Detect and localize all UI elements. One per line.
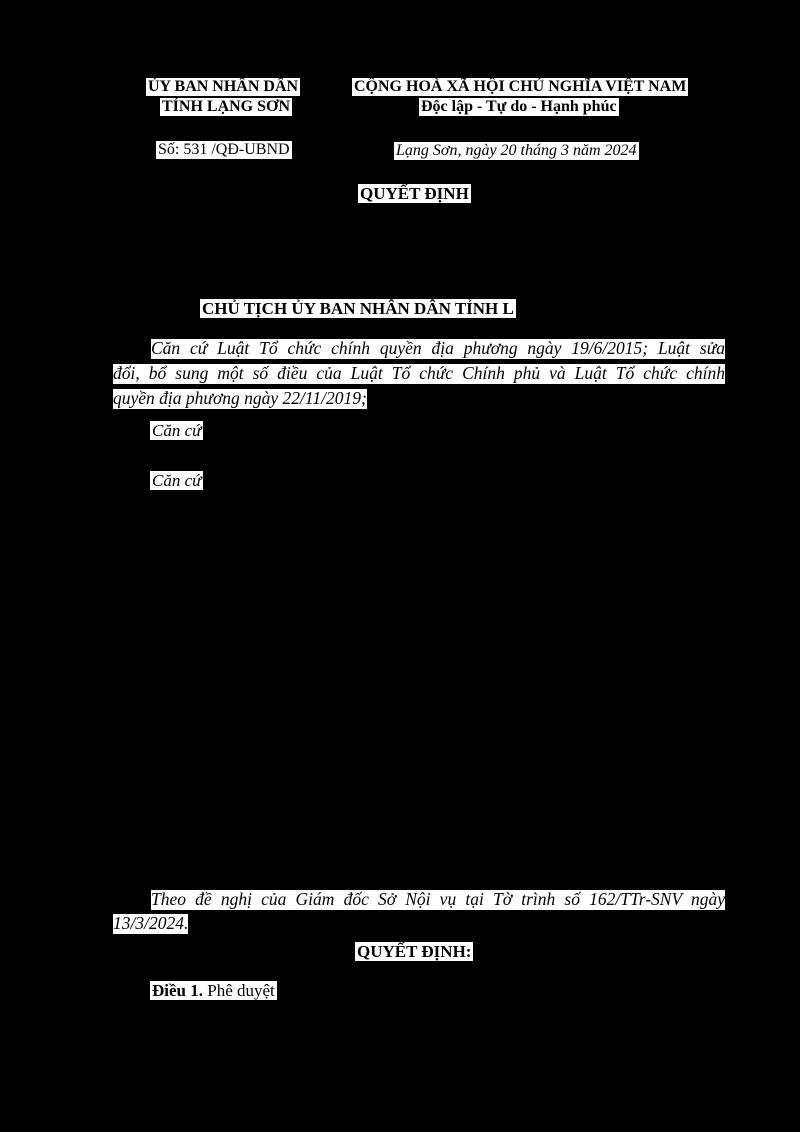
proposal-line: 13/3/2024. — [113, 913, 189, 933]
national-title: CỘNG HOÀ XÃ HỘI CHỦ NGHĨA VIỆT NAM — [354, 78, 687, 95]
basis-paragraph-line: đổi, bổ sung một số điều của Luật Tổ chức Chính phủ và Luật Tổ chức chính — [113, 363, 725, 383]
basis-paragraph-line: quyền địa phương ngày 22/11/2019; — [113, 388, 367, 408]
issuer-heading: CHỦ TỊCH ỦY BAN NHÂN DÂN TỈNH L — [202, 299, 514, 318]
basis-paragraph-line: Căn cứ Luật Tổ chức chính quyền địa phương ngày 19/6/2015; Luật sửa — [151, 338, 725, 358]
article-1-label: Điều 1. — [152, 981, 203, 1000]
proposal-line: Theo đề nghị của Giám đốc Sở Nội vụ tại Tờ trình số 162/TTr-SNV ngày — [151, 889, 725, 909]
article-1-text: Phê duyệt — [207, 981, 275, 1000]
agency-name-line2: TỈNH LẠNG SƠN — [162, 98, 291, 115]
basis-paragraph-3: Căn cứ — [152, 471, 202, 490]
basis-paragraph-2: Căn cứ — [152, 421, 202, 440]
decision-heading: QUYẾT ĐỊNH: — [357, 942, 472, 961]
document-number: Số: 531 /QĐ-UBND — [158, 141, 290, 158]
agency-name-line1: ỦY BAN NHÂN DÂN — [148, 78, 299, 95]
issue-date: Lạng Sơn, ngày 20 tháng 3 năm 2024 — [396, 142, 637, 159]
article-1 — [150, 981, 277, 1000]
national-motto: Độc lập - Tự do - Hạnh phúc — [421, 98, 617, 115]
document-title: QUYẾT ĐỊNH — [360, 184, 469, 203]
